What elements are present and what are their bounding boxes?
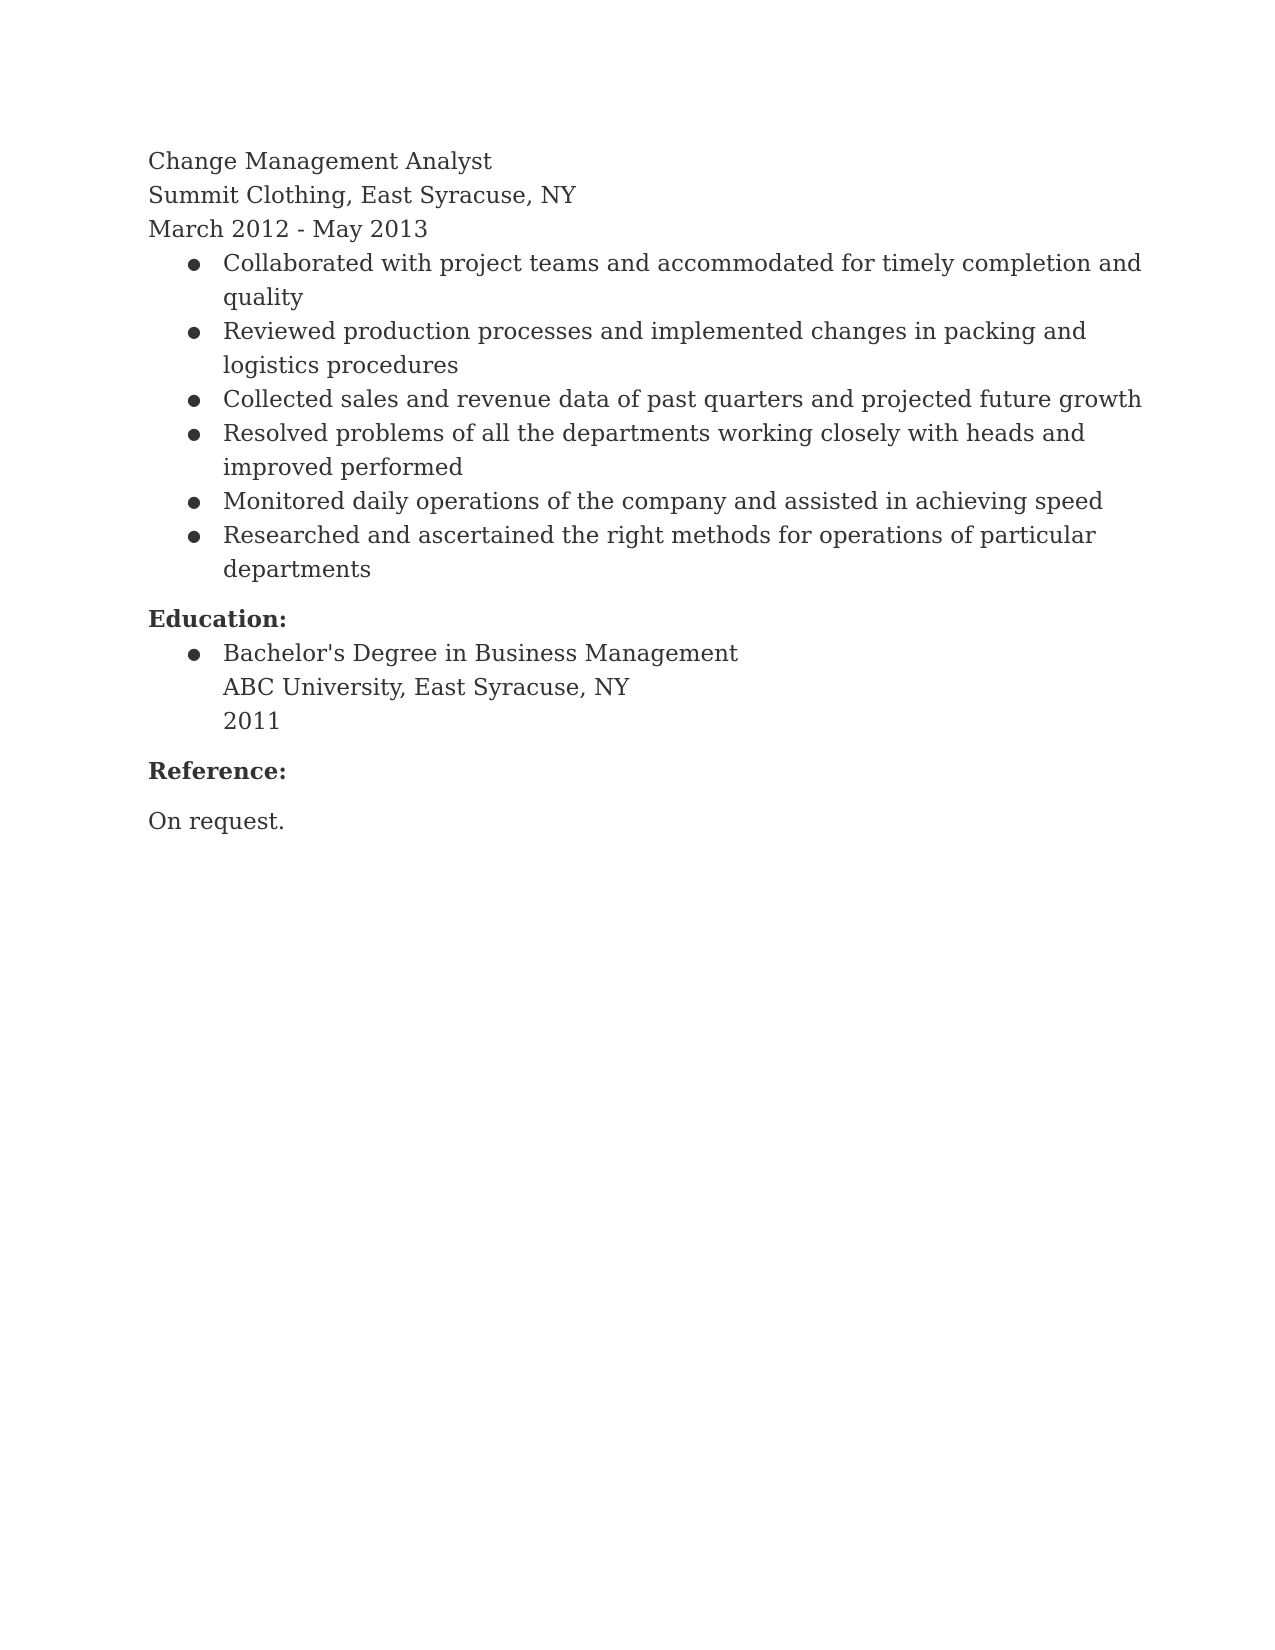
education-list (148, 637, 1148, 739)
bullet-icon: ● (187, 526, 201, 545)
job-dates: March 2012 - May 2013 (148, 217, 429, 243)
education-school: ABC University, East Syracuse, NY (223, 675, 630, 701)
bullet-icon: ● (187, 254, 201, 273)
bullet-icon: ● (187, 492, 201, 511)
bullet-icon: ● (187, 644, 201, 663)
reference-text: On request. (148, 809, 286, 835)
list-item (148, 383, 1148, 417)
list-item (148, 637, 1148, 739)
education-year: 2011 (223, 709, 282, 735)
list-item (148, 315, 1148, 383)
job-company: Summit Clothing, East Syracuse, NY (148, 183, 576, 209)
list-item (148, 519, 1148, 587)
list-item (148, 417, 1148, 485)
list-item (148, 485, 1148, 519)
resume-content (148, 145, 1148, 839)
job-title: Change Management Analyst (148, 149, 493, 175)
bullet-text: Reviewed production processes and implemented changes in packing and logistics procedures (223, 319, 1087, 379)
bullet-icon: ● (187, 322, 201, 341)
bullet-text: Collaborated with project teams and accommodated for timely completion and quality (223, 251, 1142, 311)
bullet-text: Resolved problems of all the departments working closely with heads and improved performed (223, 421, 1086, 481)
list-item (148, 247, 1148, 315)
bullet-text: Monitored daily operations of the company and assisted in achieving speed (223, 489, 1104, 515)
bullet-text: Collected sales and revenue data of past quarters and projected future growth (223, 387, 1143, 413)
bullet-icon: ● (187, 424, 201, 443)
bullet-icon: ● (187, 390, 201, 409)
reference-heading: Reference: (148, 758, 287, 785)
education-degree: Bachelor's Degree in Business Management (223, 641, 739, 667)
education-heading: Education: (148, 606, 288, 633)
bullet-text: Researched and ascertained the right methods for operations of particular departments (223, 523, 1096, 583)
job-bullet-list (148, 247, 1148, 587)
